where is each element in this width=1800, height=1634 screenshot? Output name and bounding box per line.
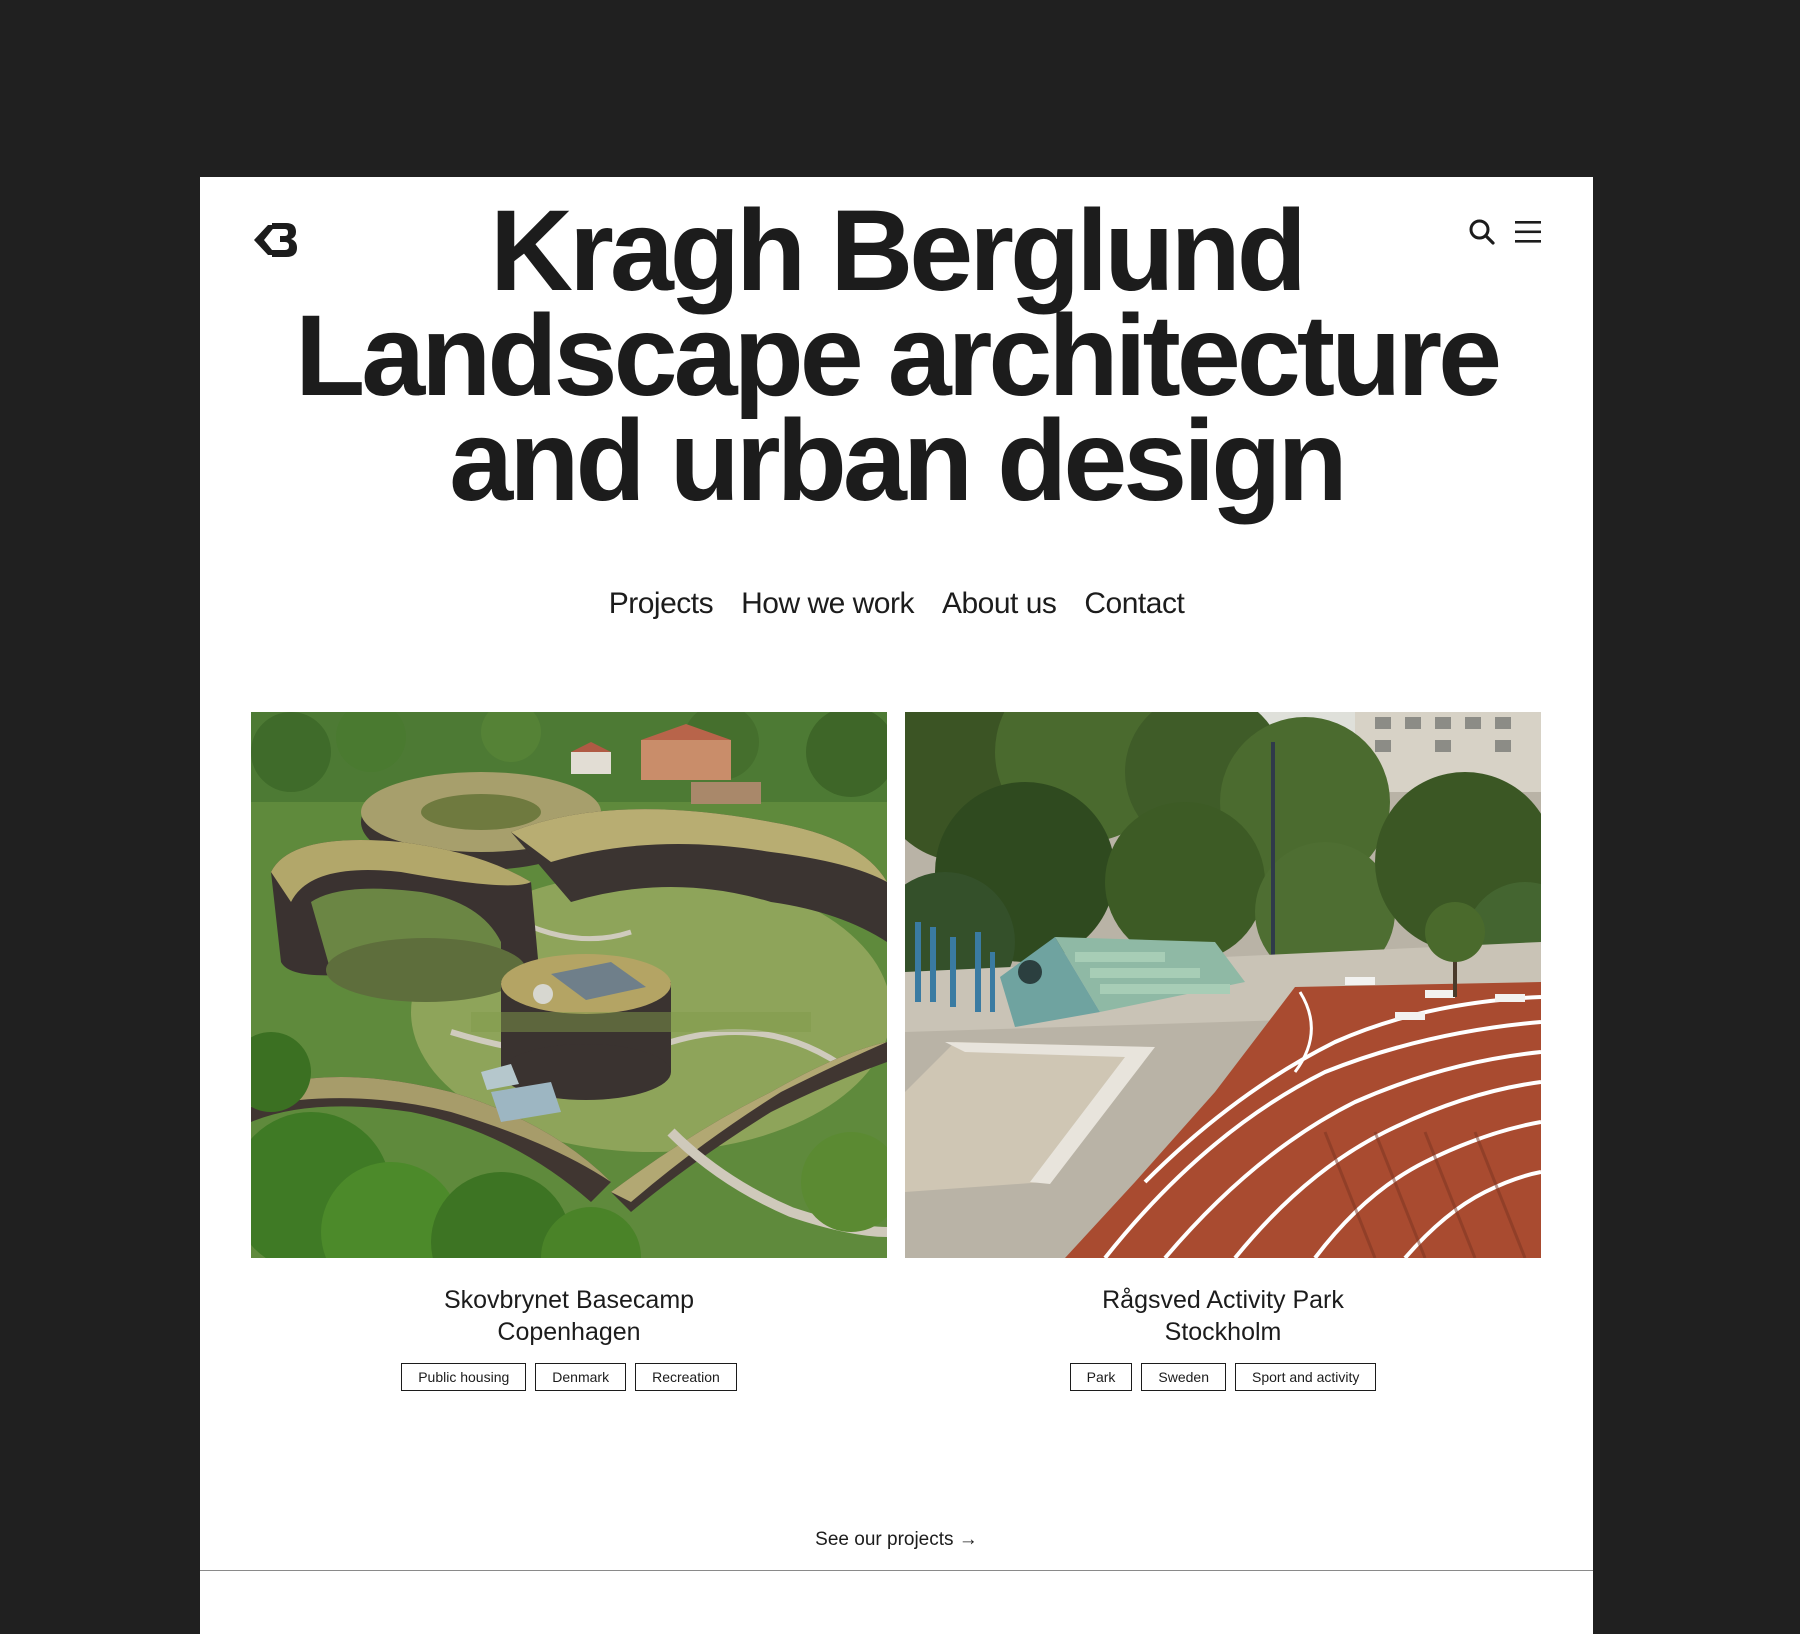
hero-line: and urban design [449,397,1344,525]
tag-sport-and-activity[interactable]: Sport and activity [1235,1363,1376,1391]
project-image-skovbrynet[interactable] [251,712,887,1258]
project-city: Stockholm [1164,1318,1282,1346]
tag-denmark[interactable]: Denmark [535,1363,626,1391]
hamburger-menu-icon[interactable] [1513,217,1543,247]
main-nav [200,587,1593,621]
nav-item-projects[interactable]: Projects [608,587,714,620]
tag-park[interactable]: Park [1070,1363,1133,1391]
project-city: Copenhagen [497,1318,641,1346]
project-tags [905,1363,1541,1391]
hero-line: Kragh Berglund [490,187,1303,315]
project-name: Rågsved Activity Park [1102,1286,1344,1314]
tag-recreation[interactable]: Recreation [635,1363,737,1391]
hero-line: Landscape architecture [294,292,1499,420]
see-our-projects-link[interactable]: See our projects → [815,1529,978,1550]
project-card-ragsved[interactable] [905,712,1541,1391]
hero-heading [200,187,1593,525]
tag-public-housing[interactable]: Public housing [401,1363,526,1391]
tag-sweden[interactable]: Sweden [1141,1363,1226,1391]
nav-item-about-us[interactable]: About us [941,587,1057,620]
project-name: Skovbrynet Basecamp [443,1286,695,1314]
project-title[interactable] [905,1284,1541,1348]
project-tags [251,1363,887,1391]
project-image-ragsved[interactable] [905,712,1541,1258]
nav-item-contact[interactable]: Contact [1084,587,1185,620]
header-actions [1467,217,1543,247]
search-icon[interactable] [1467,217,1497,247]
project-title[interactable] [251,1284,887,1348]
nav-item-how-we-work[interactable]: How we work [741,587,914,620]
page-sheet [200,177,1593,1634]
divider [200,1570,1593,1571]
project-card-skovbrynet[interactable] [251,712,887,1391]
